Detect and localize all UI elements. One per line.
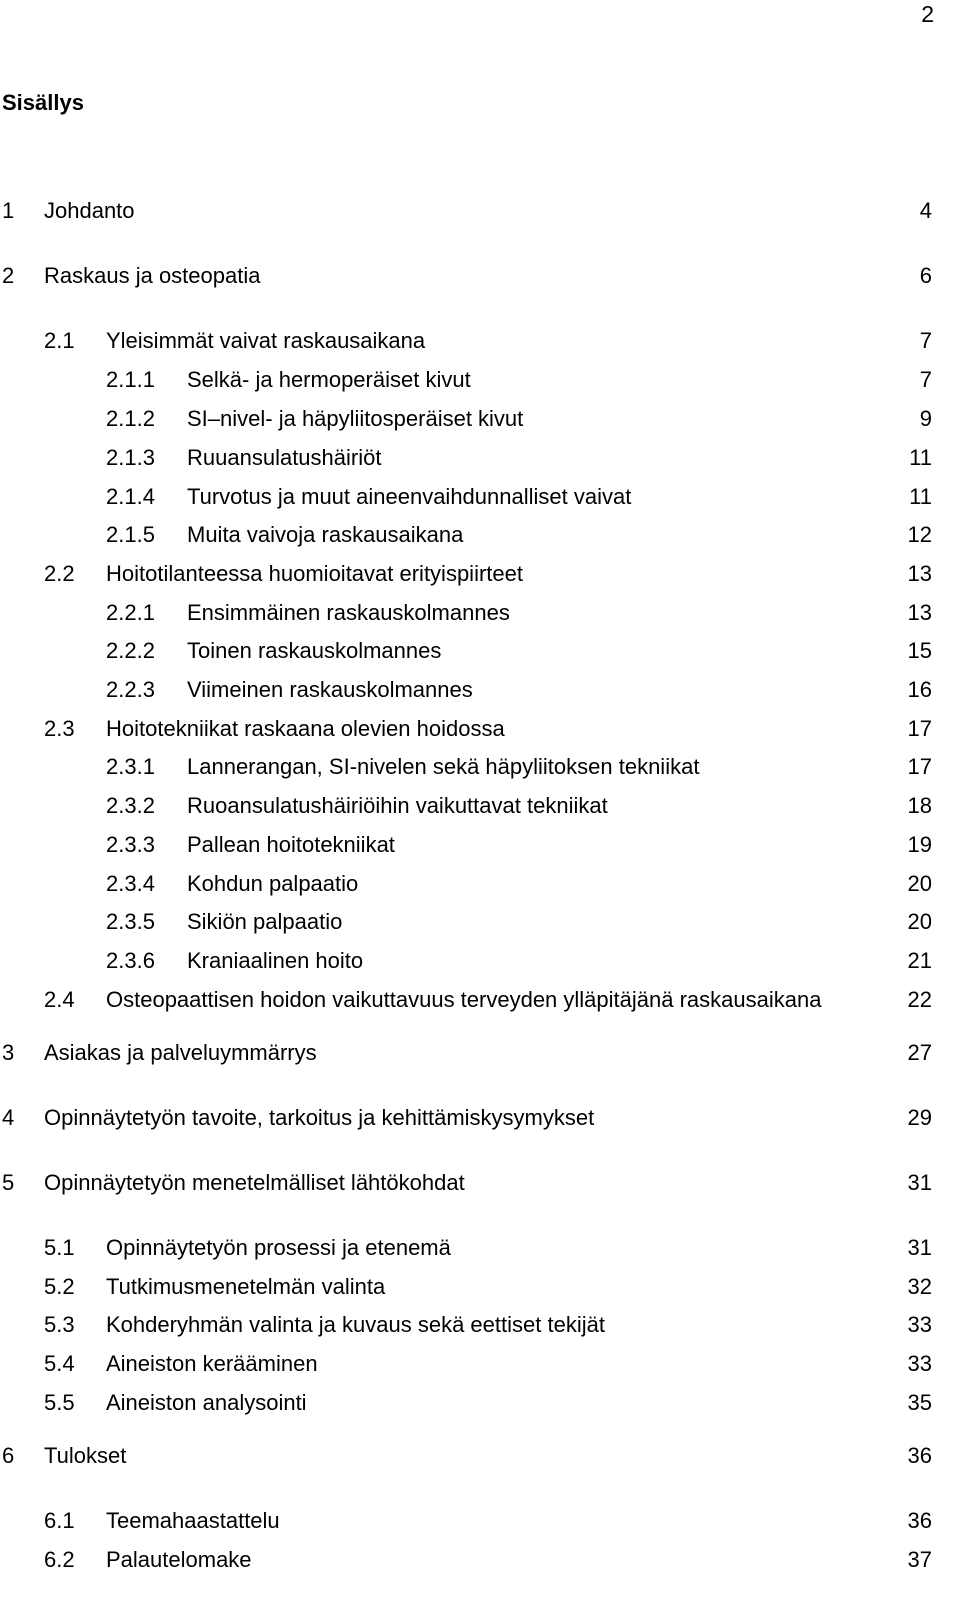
toc-entry-title: Tutkimusmenetelmän valinta bbox=[106, 1274, 386, 1299]
toc-entry-page: 31 bbox=[907, 1235, 932, 1260]
toc-entry-page: 12 bbox=[907, 522, 932, 547]
toc-entry-page: 33 bbox=[907, 1312, 932, 1337]
toc-entry[interactable] bbox=[106, 404, 932, 434]
toc-entry-page: 36 bbox=[907, 1508, 932, 1533]
toc-entry-title: Hoitotekniikat raskaana olevien hoidossa bbox=[106, 716, 505, 741]
toc-entry-title: Kohdun palpaatio bbox=[187, 871, 359, 896]
toc-entry-title: Muita vaivoja raskausaikana bbox=[187, 522, 464, 547]
toc-entry[interactable] bbox=[2, 1038, 932, 1068]
toc-entry-title: Viimeinen raskauskolmannes bbox=[187, 677, 473, 702]
toc-entry-number: 6 bbox=[2, 1443, 15, 1468]
toc-entry[interactable] bbox=[44, 985, 932, 1015]
toc-entry-title: Opinnäytetyön menetelmälliset lähtökohdat bbox=[44, 1170, 465, 1195]
toc-entry-page: 9 bbox=[919, 406, 932, 431]
toc-entry-title: Ruuansulatushäiriöt bbox=[187, 445, 382, 470]
toc-entry-number: 2.3.3 bbox=[106, 832, 155, 857]
toc-entry[interactable] bbox=[106, 636, 932, 666]
toc-entry[interactable] bbox=[44, 326, 932, 356]
toc-entry[interactable] bbox=[106, 907, 932, 937]
toc-entry-page: 7 bbox=[919, 328, 932, 353]
toc-entry-number: 2.1.4 bbox=[106, 484, 155, 509]
toc-entry-title: Sikiön palpaatio bbox=[187, 909, 343, 934]
toc-entry-title: Ruoansulatushäiriöihin vaikuttavat tekniikat bbox=[187, 793, 608, 818]
toc-entry-title: Yleisimmät vaivat raskausaikana bbox=[106, 328, 426, 353]
toc-entry[interactable] bbox=[2, 196, 932, 226]
toc-entry-number: 2.3.2 bbox=[106, 793, 155, 818]
toc-entry[interactable] bbox=[2, 1441, 932, 1471]
toc-entry-number: 2.3.6 bbox=[106, 948, 155, 973]
toc-entry[interactable] bbox=[44, 1545, 932, 1575]
toc-entry-title: Selkä- ja hermoperäiset kivut bbox=[187, 367, 471, 392]
toc-entry-number: 5.5 bbox=[44, 1390, 75, 1415]
toc-entry-title: Turvotus ja muut aineenvaihdunnalliset vaivat bbox=[187, 484, 632, 509]
toc-entry-page: 19 bbox=[907, 832, 932, 857]
toc-entry[interactable] bbox=[2, 1103, 932, 1133]
toc-entry-title: Opinnäytetyön prosessi ja etenemä bbox=[106, 1235, 451, 1260]
toc-entry[interactable] bbox=[106, 598, 932, 628]
toc-entry-title: SI–nivel- ja häpyliitosperäiset kivut bbox=[187, 406, 524, 431]
toc-entry-number: 5.4 bbox=[44, 1351, 75, 1376]
toc-entry[interactable] bbox=[44, 559, 932, 589]
toc-entry-page: 17 bbox=[907, 754, 932, 779]
toc-entry-page: 20 bbox=[907, 909, 932, 934]
toc-entry-number: 2.3.1 bbox=[106, 754, 155, 779]
toc-entry-number: 2 bbox=[2, 263, 15, 288]
toc-entry[interactable] bbox=[106, 830, 932, 860]
toc-entry-page: 17 bbox=[907, 716, 932, 741]
toc-entry-title: Lannerangan, SI-nivelen sekä häpyliitoksen tekniikat bbox=[187, 754, 700, 779]
toc-entry-page: 4 bbox=[919, 198, 932, 223]
toc-entry-page: 29 bbox=[907, 1105, 932, 1130]
toc-entry-number: 6.2 bbox=[44, 1547, 75, 1572]
toc-entry[interactable] bbox=[106, 675, 932, 705]
toc-entry-page: 27 bbox=[907, 1040, 932, 1065]
toc-entry-number: 2.1.2 bbox=[106, 406, 155, 431]
toc-entry-page: 36 bbox=[907, 1443, 932, 1468]
toc-entry-page: 20 bbox=[907, 871, 932, 896]
toc-entry-number: 2.1.5 bbox=[106, 522, 155, 547]
toc-entry[interactable] bbox=[106, 869, 932, 899]
toc-entry[interactable] bbox=[44, 1233, 932, 1263]
toc-entry[interactable] bbox=[44, 1388, 932, 1418]
toc-entry-number: 2.1.1 bbox=[106, 367, 155, 392]
toc-entry-page: 13 bbox=[907, 600, 932, 625]
toc-entry-title: Palautelomake bbox=[106, 1547, 252, 1572]
toc-entry-title: Tulokset bbox=[44, 1443, 127, 1468]
toc-entry[interactable] bbox=[106, 482, 932, 512]
toc-entry-number: 2.1.3 bbox=[106, 445, 155, 470]
toc-entry-page: 7 bbox=[919, 367, 932, 392]
toc-entry-number: 5 bbox=[2, 1170, 15, 1195]
toc-entry-page: 22 bbox=[907, 987, 932, 1012]
toc-entry-title: Aineiston analysointi bbox=[106, 1390, 307, 1415]
toc-entry[interactable] bbox=[106, 520, 932, 550]
toc-heading: Sisällys bbox=[2, 90, 84, 115]
toc-entry-number: 2.2 bbox=[44, 561, 75, 586]
toc-entry-title: Raskaus ja osteopatia bbox=[44, 263, 261, 288]
toc-entry[interactable] bbox=[106, 752, 932, 782]
toc-entry[interactable] bbox=[106, 791, 932, 821]
toc-entry-page: 37 bbox=[907, 1547, 932, 1572]
toc-entry[interactable] bbox=[106, 443, 932, 473]
toc-entry-title: Ensimmäinen raskauskolmannes bbox=[187, 600, 510, 625]
toc-entry-title: Pallean hoitotekniikat bbox=[187, 832, 395, 857]
page-number: 2 bbox=[921, 1, 934, 27]
toc-entry-number: 2.2.1 bbox=[106, 600, 155, 625]
toc-entry-number: 2.1 bbox=[44, 328, 75, 353]
toc-entry-number: 2.3 bbox=[44, 716, 75, 741]
toc-entry[interactable] bbox=[2, 261, 932, 291]
toc-entry[interactable] bbox=[44, 1272, 932, 1302]
toc-entry-page: 31 bbox=[907, 1170, 932, 1195]
toc-entry-page: 6 bbox=[919, 263, 932, 288]
toc-entry-number: 2.3.4 bbox=[106, 871, 155, 896]
toc-entry-number: 3 bbox=[2, 1040, 15, 1065]
toc-entry-number: 2.2.3 bbox=[106, 677, 155, 702]
toc-entry-number: 5.3 bbox=[44, 1312, 75, 1337]
toc-entry-number: 4 bbox=[2, 1105, 15, 1130]
toc-entry-number: 2.3.5 bbox=[106, 909, 155, 934]
toc-entry-title: Hoitotilanteessa huomioitavat erityispiirteet bbox=[106, 561, 523, 586]
toc-entry-title: Osteopaattisen hoidon vaikuttavuus terveyden ylläpitäjänä raskausaikana bbox=[106, 987, 822, 1012]
toc-entry-page: 11 bbox=[909, 445, 932, 470]
toc-entry[interactable] bbox=[2, 1168, 932, 1198]
toc-entry-number: 5.2 bbox=[44, 1274, 75, 1299]
toc-entry-title: Toinen raskauskolmannes bbox=[187, 638, 442, 663]
toc-entry-page: 16 bbox=[907, 677, 932, 702]
toc-entry[interactable] bbox=[44, 1506, 932, 1536]
toc-entry-page: 32 bbox=[907, 1274, 932, 1299]
toc-entry[interactable] bbox=[44, 1349, 932, 1379]
toc-entry-number: 2.4 bbox=[44, 987, 75, 1012]
toc-entry[interactable] bbox=[44, 714, 932, 744]
toc-entry-page: 35 bbox=[907, 1390, 932, 1415]
toc-entry-page: 13 bbox=[907, 561, 932, 586]
toc-entry-title: Asiakas ja palveluymmärrys bbox=[44, 1040, 317, 1065]
toc-entry-title: Johdanto bbox=[44, 198, 135, 223]
toc-entry-number: 2.2.2 bbox=[106, 638, 155, 663]
toc-entry-page: 21 bbox=[907, 948, 932, 973]
toc-entry-title: Aineiston kerääminen bbox=[106, 1351, 318, 1376]
toc-entry-number: 5.1 bbox=[44, 1235, 75, 1260]
toc-entry-page: 33 bbox=[907, 1351, 932, 1376]
toc-entry-title: Kraniaalinen hoito bbox=[187, 948, 364, 973]
toc-entry[interactable] bbox=[44, 1310, 932, 1340]
toc-entry-number: 6.1 bbox=[44, 1508, 75, 1533]
toc-entry[interactable] bbox=[106, 946, 932, 976]
toc-entry-page: 18 bbox=[907, 793, 932, 818]
toc-entry-title: Teemahaastattelu bbox=[106, 1508, 280, 1533]
toc-entry[interactable] bbox=[106, 365, 932, 395]
toc-entry-title: Kohderyhmän valinta ja kuvaus sekä eettiset tekijät bbox=[106, 1312, 605, 1337]
toc-entry-page: 15 bbox=[907, 638, 932, 663]
toc-entry-page: 11 bbox=[909, 484, 932, 509]
toc-entry-number: 1 bbox=[2, 198, 15, 223]
toc-entry-title: Opinnäytetyön tavoite, tarkoitus ja kehittämiskysymykset bbox=[44, 1105, 595, 1130]
